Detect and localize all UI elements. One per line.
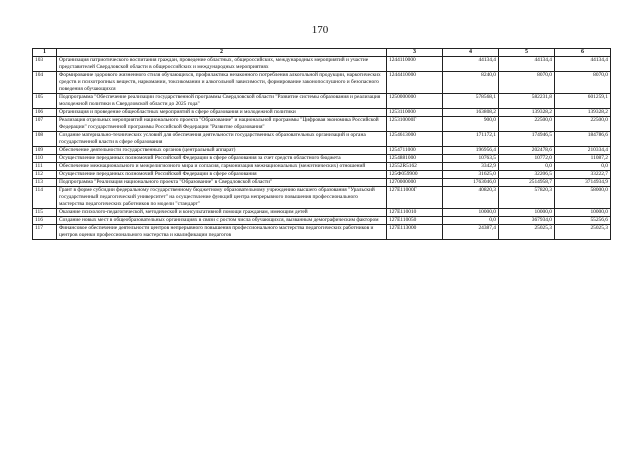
row-value-year1: 8240,0	[443, 72, 499, 94]
row-code: 12552R5162	[387, 163, 443, 171]
row-value-year2: 25025,3	[499, 225, 555, 240]
table-row	[33, 163, 611, 171]
row-value-year1: 900,0	[443, 117, 499, 132]
row-value-year2: 0,0	[499, 163, 555, 171]
row-value-year2: 139328,2	[499, 109, 555, 117]
row-value-year2: 8070,0	[499, 72, 555, 94]
row-number: 106	[33, 109, 57, 117]
row-name: Создание новых мест в общеобразовательных организациях в связи с ростом числа обучающихся, вызванным демографическим фактором	[57, 217, 387, 225]
table-row	[33, 187, 611, 209]
row-value-year3: 25025,3	[555, 225, 611, 240]
row-number: 107	[33, 117, 57, 132]
row-code: 127E11000Г	[387, 187, 443, 209]
row-value-year3: 10000,0	[555, 209, 611, 217]
table-row	[33, 57, 611, 72]
row-name: Финансовое обеспечение деятельности центров непрерывного повышения профессионального мастерства педагогических работников и центров оценки профессионального мастерства и квалификации педагогов	[57, 225, 387, 240]
row-name: Осуществление переданных полномочий Российской Федерации в сфере образования	[57, 171, 387, 179]
row-code: 1250000000	[387, 94, 443, 109]
row-name: Создание материально-технических условий для обеспечения деятельности государственных образовательных организаций и органа государственной власти в сфере образования	[57, 132, 387, 147]
row-value-year1: 171172,1	[443, 132, 499, 147]
table-row	[33, 117, 611, 132]
row-name: Обеспечение деятельности государственных органов (центральный аппарат)	[57, 147, 387, 155]
row-number: 108	[33, 132, 57, 147]
row-value-year3: 139328,2	[555, 109, 611, 117]
row-value-year2: 367934,0	[499, 217, 555, 225]
table-row	[33, 109, 611, 117]
row-code: 127E113000	[387, 225, 443, 240]
row-value-year2: 10000,0	[499, 209, 555, 217]
row-name: Организация патриотического воспитания граждан, проведение областных, общероссийских, международных мероприятий и участие представителей Свердловской области в общероссийских и международных мероприятиях	[57, 57, 387, 72]
header-col-1: 1	[33, 49, 57, 57]
table-row	[33, 209, 611, 217]
row-value-year3: 210334,4	[555, 147, 611, 155]
row-value-year1: 0,0	[443, 217, 499, 225]
row-value-year3: 184786,6	[555, 132, 611, 147]
row-number: 105	[33, 94, 57, 109]
row-value-year3: 33222,7	[555, 171, 611, 179]
row-name: Формирование здорового жизненного стиля обучающихся, профилактика незаконного потребления алкогольной продукции, наркотических средств и психотропных веществ, наркомании, токсикомании и алкогольной зависимости, формирование законопослушного и безопасного поведения обучающихся	[57, 72, 387, 94]
row-value-year2: 2514958,7	[499, 179, 555, 187]
row-value-year3: 11087,2	[555, 155, 611, 163]
row-number: 109	[33, 147, 57, 155]
row-name: Реализация отдельных мероприятий национального проекта "Образование" и национальной программы "Цифровая экономика Российской Федерации" государственной программы Российской Федерации "Развитие образования"	[57, 117, 387, 132]
table-row	[33, 155, 611, 163]
row-number: 117	[33, 225, 57, 240]
row-code: 1253110000	[387, 109, 443, 117]
row-value-year3: 601259,1	[555, 94, 611, 109]
row-value-year1: 40820,3	[443, 187, 499, 209]
table-body	[33, 57, 611, 240]
row-code: 1254711000	[387, 147, 443, 155]
header-col-5: 5	[499, 49, 555, 57]
row-value-year1: 163808,2	[443, 109, 499, 117]
row-code: 127E110010	[387, 209, 443, 217]
table-row	[33, 94, 611, 109]
row-name: Подпрограмма "Обеспечение реализации государственной программы Свердловской области "Развитие системы образования и реализация молодежной политики в Свердловской области до 2025 года"	[57, 94, 387, 109]
table-row	[33, 72, 611, 94]
row-number: 111	[33, 163, 57, 171]
row-number: 112	[33, 171, 57, 179]
row-value-year2: 582231,8	[499, 94, 555, 109]
row-code: 1254881000	[387, 155, 443, 163]
row-value-year1: 10763,5	[443, 155, 499, 163]
row-number: 104	[33, 72, 57, 94]
row-code: 1244110000	[387, 57, 443, 72]
row-value-year1: 44134,4	[443, 57, 499, 72]
row-value-year3: 55256,6	[555, 217, 611, 225]
row-value-year3: 0,0	[555, 163, 611, 171]
row-name: Подпрограмма "Реализация национального проекта "Образование" в Свердловской области"	[57, 179, 387, 187]
row-code: 125310000Г	[387, 117, 443, 132]
budget-table	[32, 48, 611, 240]
row-value-year2: 32206,5	[499, 171, 555, 179]
row-value-year1: 196956,4	[443, 147, 499, 155]
row-value-year2: 174946,5	[499, 132, 555, 147]
row-number: 114	[33, 187, 57, 209]
header-col-2: 2	[57, 49, 387, 57]
row-value-year1: 31625,0	[443, 171, 499, 179]
table-row	[33, 225, 611, 240]
row-name: Оказание психолого-педагогической, методической и консультативной помощи гражданам, имеющим детей	[57, 209, 387, 217]
row-code: 127E110050	[387, 217, 443, 225]
row-value-year2: 202478,6	[499, 147, 555, 155]
table-row	[33, 147, 611, 155]
table-header-row	[33, 49, 611, 57]
row-value-year2: 22500,0	[499, 117, 555, 132]
row-code: 1254613000	[387, 132, 443, 147]
row-number: 110	[33, 155, 57, 163]
header-col-4: 4	[443, 49, 499, 57]
row-value-year2: 57820,3	[499, 187, 555, 209]
row-value-year3: 22500,0	[555, 117, 611, 132]
row-value-year3: 44134,4	[555, 57, 611, 72]
header-col-3: 3	[387, 49, 443, 57]
row-number: 115	[33, 209, 57, 217]
row-name: Обеспечение межнационального и межрелигиозного мира и согласия, гармонизация межнациональных (межэтнических) отношений	[57, 163, 387, 171]
row-name: Грант в форме субсидии федеральному государственному бюджетному образовательному учреждению высшего образования "Уральский государственный педагогический университет" на осуществление функций центра непрерывного повышения профессионального мастерства педагогических работников по модели "стандарт"	[57, 187, 387, 209]
row-code: 1270000000	[387, 179, 443, 187]
row-code: 1244410000	[387, 72, 443, 94]
row-value-year1: 1763046,0	[443, 179, 499, 187]
row-name: Осуществление переданных полномочий Российской Федерации в сфере образования за счет средств областного бюджета	[57, 155, 387, 163]
row-value-year1: 3342,9	[443, 163, 499, 171]
row-number: 103	[33, 57, 57, 72]
row-value-year3: 8070,0	[555, 72, 611, 94]
table-row	[33, 132, 611, 147]
row-number: 113	[33, 179, 57, 187]
row-value-year3: 3714934,9	[555, 179, 611, 187]
table-row	[33, 217, 611, 225]
row-value-year2: 10772,0	[499, 155, 555, 163]
row-value-year1: 24387,4	[443, 225, 499, 240]
table-row	[33, 179, 611, 187]
row-value-year2: 44134,4	[499, 57, 555, 72]
row-code: 125Ф059900	[387, 171, 443, 179]
row-name: Организация и проведение общеобластных мероприятий в сфере образования и молодежной политики	[57, 109, 387, 117]
row-value-year3: 58000,0	[555, 187, 611, 209]
header-col-6: 6	[555, 49, 611, 57]
row-value-year1: 10000,0	[443, 209, 499, 217]
page-number: 170	[311, 24, 329, 36]
table-row	[33, 171, 611, 179]
row-number: 116	[33, 217, 57, 225]
row-value-year1: 578568,1	[443, 94, 499, 109]
